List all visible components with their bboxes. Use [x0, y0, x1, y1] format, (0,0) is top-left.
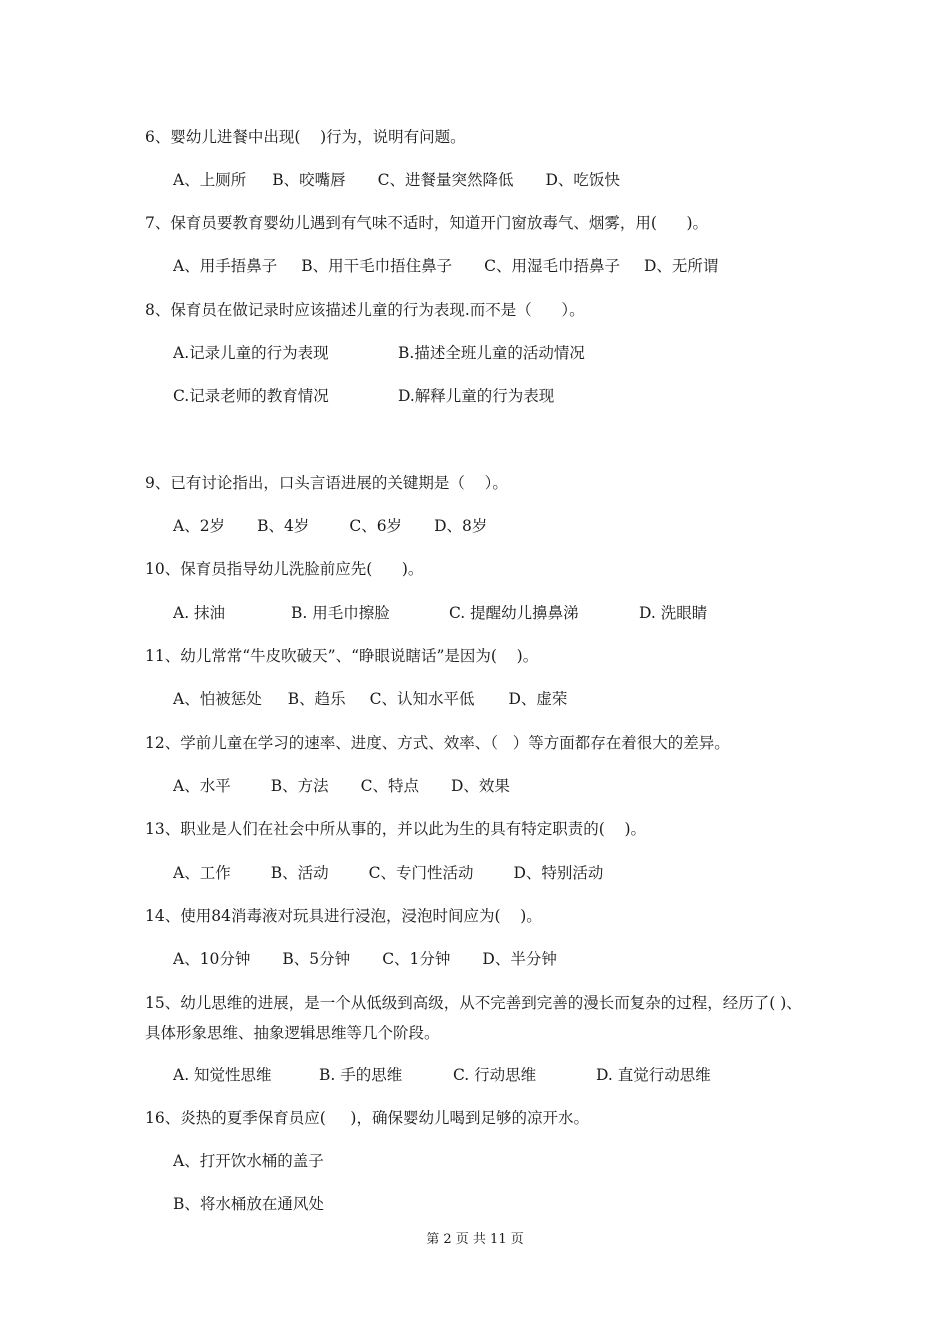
option-b: B、活动 — [270, 864, 329, 882]
option-d: D. 直觉行动思维 — [596, 1066, 711, 1084]
option-a: A、2岁 — [173, 517, 226, 535]
question-15-options — [173, 1062, 711, 1089]
question-13-options — [173, 860, 603, 887]
option-a: A. 知觉性思维 — [173, 1066, 272, 1084]
option-d: D、效果 — [450, 777, 510, 795]
question-12-options — [173, 773, 510, 800]
option-c: C、专门性活动 — [368, 864, 474, 882]
option-c: C、认知水平低 — [369, 690, 475, 708]
question-8-options-row1 — [173, 340, 585, 367]
option-d: D.解释儿童的行为表现 — [398, 387, 555, 405]
option-a: A.记录儿童的行为表现 — [173, 344, 329, 362]
option-b: B、4岁 — [257, 517, 310, 535]
option-b: B、咬嘴唇 — [272, 171, 346, 189]
option-a: A. 抹油 — [173, 604, 226, 622]
option-c: C、1分钟 — [382, 950, 451, 968]
option-c: C. 提醒幼儿擤鼻涕 — [449, 604, 579, 622]
question-12: 12、学前儿童在学习的速率、进度、方式、效率、（ ）等方面都存在着很大的差异。 — [145, 734, 730, 752]
option-b: B、方法 — [270, 777, 329, 795]
question-11: 11、幼儿常常“牛皮吹破天”、“睁眼说瞎话”是因为( )。 — [145, 647, 539, 665]
question-13: 13、职业是人们在社会中所从事的，并以此为生的具有特定职责的( )。 — [145, 820, 647, 838]
option-c: C.记录老师的教育情况 — [173, 387, 329, 405]
question-16-option-a: A、打开饮水桶的盖子 — [173, 1152, 324, 1170]
question-9-options — [173, 513, 487, 540]
option-d: D、吃饭快 — [545, 171, 620, 189]
option-a: A、10分钟 — [173, 950, 251, 968]
question-9: 9、已有讨论指出，口头言语进展的关键期是（ ）。 — [145, 474, 508, 492]
page-footer: 第 2 页 共 11 页 — [426, 1232, 524, 1247]
option-d: D、虚荣 — [508, 690, 568, 708]
question-15: 15、幼儿思维的进展，是一个从低级到高级，从不完善到完善的漫长而复杂的过程，经历了( )、具体形象思维、抽象逻辑思维等几个阶段。 — [145, 994, 802, 1042]
option-b: B. 手的思维 — [319, 1066, 403, 1084]
option-b: B、用干毛巾捂住鼻子 — [301, 257, 453, 275]
option-d: D. 洗眼睛 — [639, 604, 708, 622]
option-a: A、用手捂鼻子 — [173, 257, 278, 275]
question-7-options — [173, 253, 718, 280]
option-c: C、用湿毛巾捂鼻子 — [484, 257, 620, 275]
option-a: A、怕被惩处 — [173, 690, 262, 708]
option-c: C、进餐量突然降低 — [377, 171, 514, 189]
question-8-options-row2 — [173, 383, 554, 410]
option-d: D、特别活动 — [513, 864, 604, 882]
question-10: 10、保育员指导幼儿洗脸前应先( )。 — [145, 560, 424, 578]
option-d: D、无所谓 — [643, 257, 719, 275]
option-b: B. 用毛巾擦脸 — [291, 604, 390, 622]
question-6: 6、婴幼儿进餐中出现( )行为，说明有问题。 — [145, 128, 466, 146]
option-a: A、水平 — [173, 777, 231, 795]
option-a: A、上厕所 — [173, 171, 247, 189]
question-16-option-b: B、将水桶放在通风处 — [173, 1195, 324, 1213]
option-b: B、趋乐 — [287, 690, 346, 708]
option-b: B、5分钟 — [282, 950, 351, 968]
question-14: 14、使用84消毒液对玩具进行浸泡，浸泡时间应为( )。 — [145, 907, 542, 925]
option-c: C、特点 — [360, 777, 419, 795]
option-b: B.描述全班儿童的活动情况 — [398, 344, 585, 362]
question-10-options — [173, 600, 707, 627]
question-6-options — [173, 167, 620, 194]
question-11-options — [173, 686, 567, 713]
option-d: D、8岁 — [434, 517, 488, 535]
option-c: C. 行动思维 — [453, 1066, 537, 1084]
question-8: 8、保育员在做记录时应该描述儿童的行为表现.而不是（ ）。 — [145, 301, 585, 319]
question-16: 16、炎热的夏季保育员应( )，确保婴幼儿喝到足够的凉开水。 — [145, 1109, 589, 1127]
option-a: A、工作 — [173, 864, 231, 882]
option-d: D、半分钟 — [482, 950, 557, 968]
option-c: C、6岁 — [349, 517, 403, 535]
question-14-options — [173, 946, 557, 973]
question-7: 7、保育员要教育婴幼儿遇到有气味不适时，知道开门窗放毒气、烟雾，用( )。 — [145, 214, 709, 232]
